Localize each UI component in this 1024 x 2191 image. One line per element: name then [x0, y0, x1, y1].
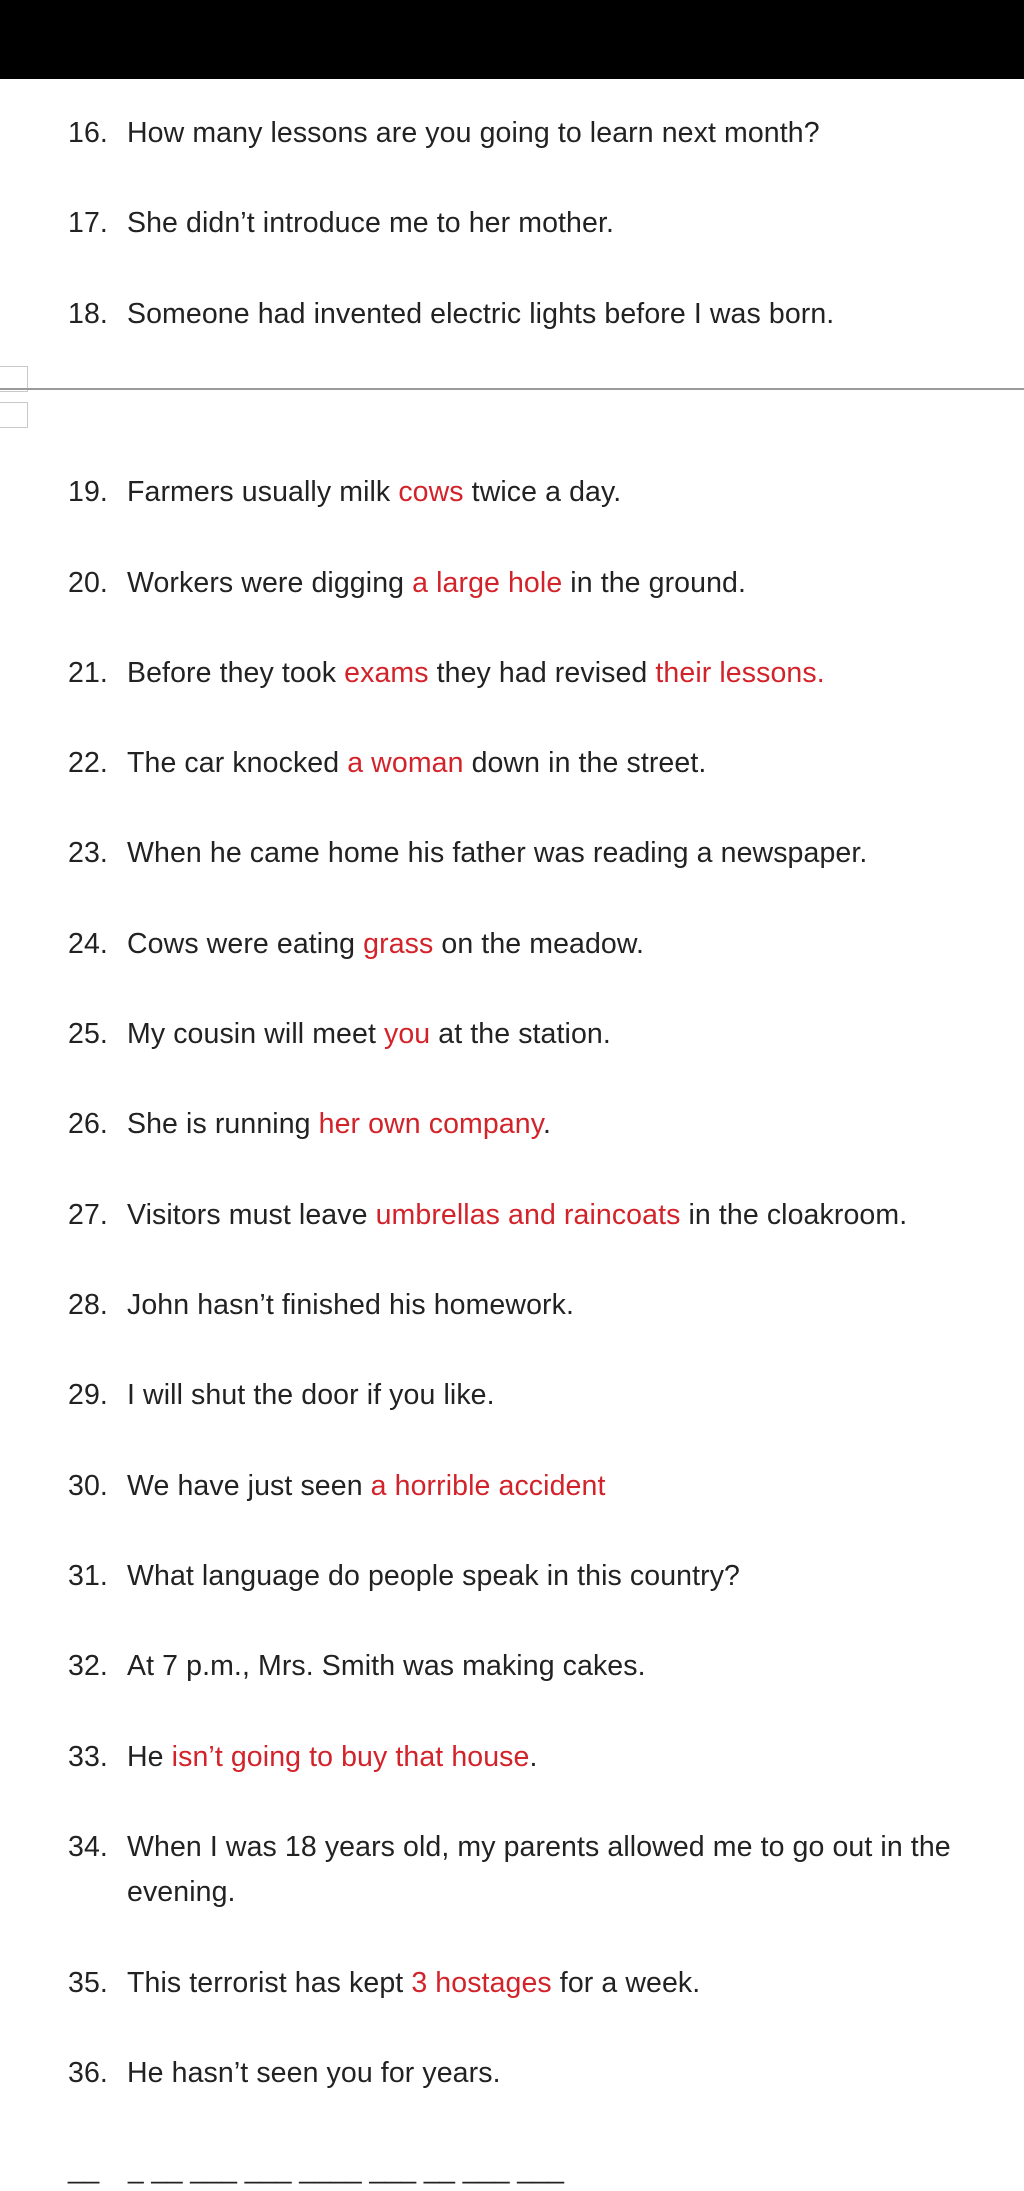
sentence-fragment: .	[542, 1108, 551, 1140]
sentence-fragment: What language do people speak in this country?	[127, 1560, 741, 1592]
sentence-fragment: He hasn’t seen you for years.	[127, 2057, 501, 2089]
sentence-number: 28.	[68, 1289, 108, 1321]
sentence-fragment: for a week.	[551, 1967, 701, 1999]
sentence-text	[127, 1193, 1007, 1238]
sentence-text	[127, 1554, 1007, 1599]
sentence-number: 30.	[68, 1470, 108, 1502]
sentence-fragment: Someone had invented electric lights before I was born.	[127, 298, 835, 330]
sentence-text	[127, 922, 1007, 967]
sentence-number: 36.	[68, 2057, 108, 2089]
sentence-number: 22.	[68, 747, 108, 779]
highlighted-phrase: a woman	[347, 747, 464, 779]
sentence-fragment: they had revised	[428, 657, 656, 689]
sentence-fragment: in the ground.	[562, 567, 746, 599]
sentence-fragment: He	[127, 1741, 172, 1773]
highlighted-phrase: 3 hostages	[411, 1967, 552, 1999]
top-bar	[0, 0, 1024, 79]
sentence-number: 17.	[68, 207, 108, 239]
page-marker-bottom	[0, 402, 28, 428]
sentence-fragment: When he came home his father was reading a newspaper.	[127, 837, 868, 869]
sentence-fragment: At 7 p.m., Mrs. Smith was making cakes.	[127, 1650, 646, 1682]
sentence-fragment: in the cloakroom.	[680, 1199, 908, 1231]
sentence-number: 33.	[68, 1741, 108, 1773]
sentence-text	[127, 1644, 1007, 1689]
sentence-fragment: My cousin will meet	[127, 1018, 384, 1050]
sentence-text	[127, 1825, 1007, 1915]
sentence-number: 34.	[68, 1831, 108, 1863]
sentence-text	[127, 1961, 1007, 2006]
sentence-fragment: Visitors must leave	[127, 1199, 376, 1231]
sentence-fragment: Workers were digging	[127, 567, 413, 599]
sentence-number: 27.	[68, 1199, 108, 1231]
sentence-number: 35.	[68, 1967, 108, 1999]
highlighted-phrase: you	[383, 1018, 431, 1050]
sentence-text	[127, 741, 1007, 786]
sentence-number: 32.	[68, 1650, 108, 1682]
sentence-number: 21.	[68, 657, 108, 689]
sentence-text	[127, 1373, 1007, 1418]
sentence-number: 25.	[68, 1018, 108, 1050]
sentence-fragment: This terrorist has kept	[127, 1967, 412, 1999]
page-break-line	[0, 388, 1024, 390]
sentence-fragment: The car knocked	[127, 747, 348, 779]
sentence-fragment: .	[529, 1741, 538, 1773]
sentence-fragment: down in the street.	[463, 747, 707, 779]
sentence-number: 31.	[68, 1560, 108, 1592]
sentence-text	[127, 1283, 1007, 1328]
sentence-number: 29.	[68, 1379, 108, 1411]
sentence-text	[127, 1102, 1007, 1147]
sentence-text	[127, 292, 1007, 337]
highlighted-phrase: a large hole	[412, 567, 563, 599]
sentence-text	[127, 561, 1007, 606]
sentence-fragment: Cows were eating	[127, 928, 364, 960]
sentence-text	[127, 2051, 1007, 2096]
sentence-fragment: When I was 18 years old, my parents allowed me to go out in the evening.	[127, 1831, 951, 1908]
sentence-number: 19.	[68, 476, 108, 508]
sentence-text	[127, 201, 1007, 246]
highlighted-phrase: umbrellas and raincoats	[375, 1199, 681, 1231]
sentence-text	[127, 470, 1007, 515]
sentence-fragment: on the meadow.	[433, 928, 645, 960]
sentence-fragment: Before they took	[127, 657, 345, 689]
sentence-number: 20.	[68, 567, 108, 599]
sentence-number: 16.	[68, 117, 108, 149]
sentence-fragment: Farmers usually milk	[127, 476, 399, 508]
sentence-fragment: How many lessons are you going to learn next month?	[127, 117, 820, 149]
sentence-text	[127, 651, 1007, 696]
sentence-fragment: twice a day.	[463, 476, 622, 508]
highlighted-phrase: exams	[344, 657, 429, 689]
sentence-text	[127, 1012, 1007, 1057]
sentence-number: 24.	[68, 928, 108, 960]
highlighted-phrase: their lessons.	[655, 657, 825, 689]
highlighted-phrase: her own company	[318, 1108, 543, 1140]
sentence-number: 26.	[68, 1108, 108, 1140]
sentence-number: 23.	[68, 837, 108, 869]
sentence-fragment: We have just seen	[127, 1470, 371, 1502]
sentence-text	[127, 1735, 1007, 1780]
highlighted-phrase: a horrible accident	[370, 1470, 606, 1502]
sentence-text	[127, 1464, 1007, 1509]
highlighted-phrase: cows	[398, 476, 464, 508]
sentence-fragment: I will shut the door if you like.	[127, 1379, 495, 1411]
sentence-text	[127, 831, 1007, 876]
sentence-text	[127, 111, 1007, 156]
highlighted-phrase: grass	[363, 928, 434, 960]
next-sentence-partial: __ _ __ ___ ___ ____ ___ __ ___ ___	[68, 2153, 564, 2184]
sentence-number: 18.	[68, 298, 108, 330]
sentence-fragment: She is running	[127, 1108, 319, 1140]
sentence-fragment: at the station.	[430, 1018, 611, 1050]
highlighted-phrase: isn’t going to buy that house	[171, 1741, 530, 1773]
sentence-fragment: John hasn’t finished his homework.	[127, 1289, 574, 1321]
sentence-fragment: She didn’t introduce me to her mother.	[127, 207, 614, 239]
